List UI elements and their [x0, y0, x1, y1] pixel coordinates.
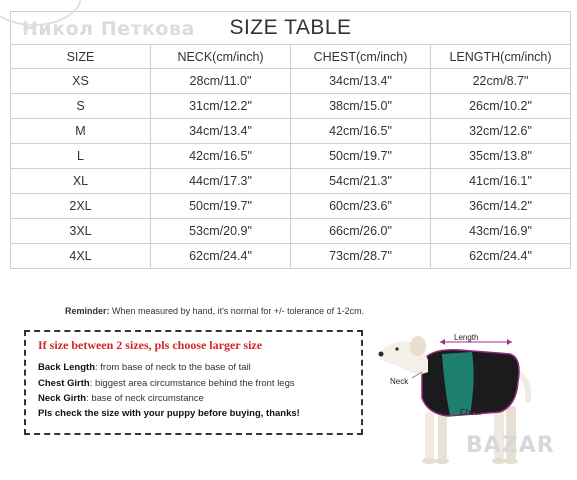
- neck-girth-desc: : base of neck circumstance: [86, 393, 204, 404]
- paw: [504, 458, 518, 464]
- header-chest: CHEST(cm/inch): [291, 45, 431, 69]
- table-row: [11, 94, 571, 119]
- table-row: [11, 144, 571, 169]
- cell-size: L: [11, 144, 151, 169]
- chest-label: Chest: [460, 408, 481, 417]
- size-advice-box: [24, 330, 363, 435]
- cell-length: 43cm/16.9": [431, 219, 571, 244]
- back-length-term: Back Length: [38, 362, 96, 373]
- table-row: [11, 244, 571, 269]
- paw: [435, 458, 449, 464]
- length-arrow-right: [507, 339, 512, 345]
- reminder-label: Reminder:: [65, 306, 110, 316]
- cell-neck: 42cm/16.5": [151, 144, 291, 169]
- cell-size: 3XL: [11, 219, 151, 244]
- table-row: [11, 219, 571, 244]
- cell-neck: 50cm/19.7": [151, 194, 291, 219]
- cell-neck: 53cm/20.9": [151, 219, 291, 244]
- cell-size: XL: [11, 169, 151, 194]
- chest-girth-term: Chest Girth: [38, 378, 90, 389]
- cell-length: 32cm/12.6": [431, 119, 571, 144]
- check-size-note: Pls check the size with your puppy before buying, thanks!: [38, 408, 300, 419]
- size-table: [10, 11, 571, 269]
- cell-neck: 28cm/11.0": [151, 69, 291, 94]
- advice-headline: If size between 2 sizes, pls choose larger size: [38, 338, 263, 352]
- reminder-text: [65, 306, 364, 316]
- length-arrow-left: [440, 339, 445, 345]
- cell-size: 4XL: [11, 244, 151, 269]
- back-length-line: [38, 362, 251, 373]
- cell-length: 35cm/13.8": [431, 144, 571, 169]
- cell-size: M: [11, 119, 151, 144]
- cell-length: 26cm/10.2": [431, 94, 571, 119]
- cell-chest: 66cm/26.0": [291, 219, 431, 244]
- cell-chest: 54cm/21.3": [291, 169, 431, 194]
- cell-neck: 31cm/12.2": [151, 94, 291, 119]
- table-header-row: [11, 45, 571, 69]
- table-title: SIZE TABLE: [11, 12, 571, 45]
- cell-chest: 60cm/23.6": [291, 194, 431, 219]
- cell-chest: 38cm/15.0": [291, 94, 431, 119]
- chest-girth-line: [38, 378, 295, 389]
- cell-neck: 34cm/13.4": [151, 119, 291, 144]
- cell-neck: 62cm/24.4": [151, 244, 291, 269]
- header-size: SIZE: [11, 45, 151, 69]
- dog-nose: [379, 352, 384, 357]
- cell-chest: 50cm/19.7": [291, 144, 431, 169]
- back-length-desc: : from base of neck to the base of tail: [95, 362, 251, 373]
- neck-girth-term: Neck Girth: [38, 393, 87, 404]
- cell-length: 36cm/14.2": [431, 194, 571, 219]
- neck-label: Neck: [390, 377, 409, 386]
- paw: [422, 458, 436, 464]
- front-leg-left: [425, 412, 434, 460]
- table-row: [11, 169, 571, 194]
- cell-chest: 34cm/13.4": [291, 69, 431, 94]
- cell-length: 41cm/16.1": [431, 169, 571, 194]
- cell-size: S: [11, 94, 151, 119]
- table-row: [11, 194, 571, 219]
- reminder-body: When measured by hand, it's normal for +/- tolerance of 1-2cm.: [112, 306, 365, 316]
- dog-ear: [410, 336, 426, 356]
- length-label: Length: [454, 333, 479, 342]
- cell-length: 22cm/8.7": [431, 69, 571, 94]
- cell-size: XS: [11, 69, 151, 94]
- table-row: [11, 119, 571, 144]
- watermark-bottom: BAZAR: [466, 433, 555, 458]
- chest-girth-desc: : biggest area circumstance behind the front legs: [89, 378, 295, 389]
- header-length: LENGTH(cm/inch): [431, 45, 571, 69]
- cell-length: 62cm/24.4": [431, 244, 571, 269]
- cell-chest: 42cm/16.5": [291, 119, 431, 144]
- paw: [492, 458, 506, 464]
- header-neck: NECK(cm/inch): [151, 45, 291, 69]
- neck-girth-line: [38, 393, 204, 404]
- cell-size: 2XL: [11, 194, 151, 219]
- table-row: [11, 69, 571, 94]
- front-leg-right: [438, 414, 447, 460]
- watermark-top: Никол Петкова: [22, 18, 195, 40]
- cell-neck: 44cm/17.3": [151, 169, 291, 194]
- dog-eye: [395, 347, 398, 350]
- cell-chest: 73cm/28.7": [291, 244, 431, 269]
